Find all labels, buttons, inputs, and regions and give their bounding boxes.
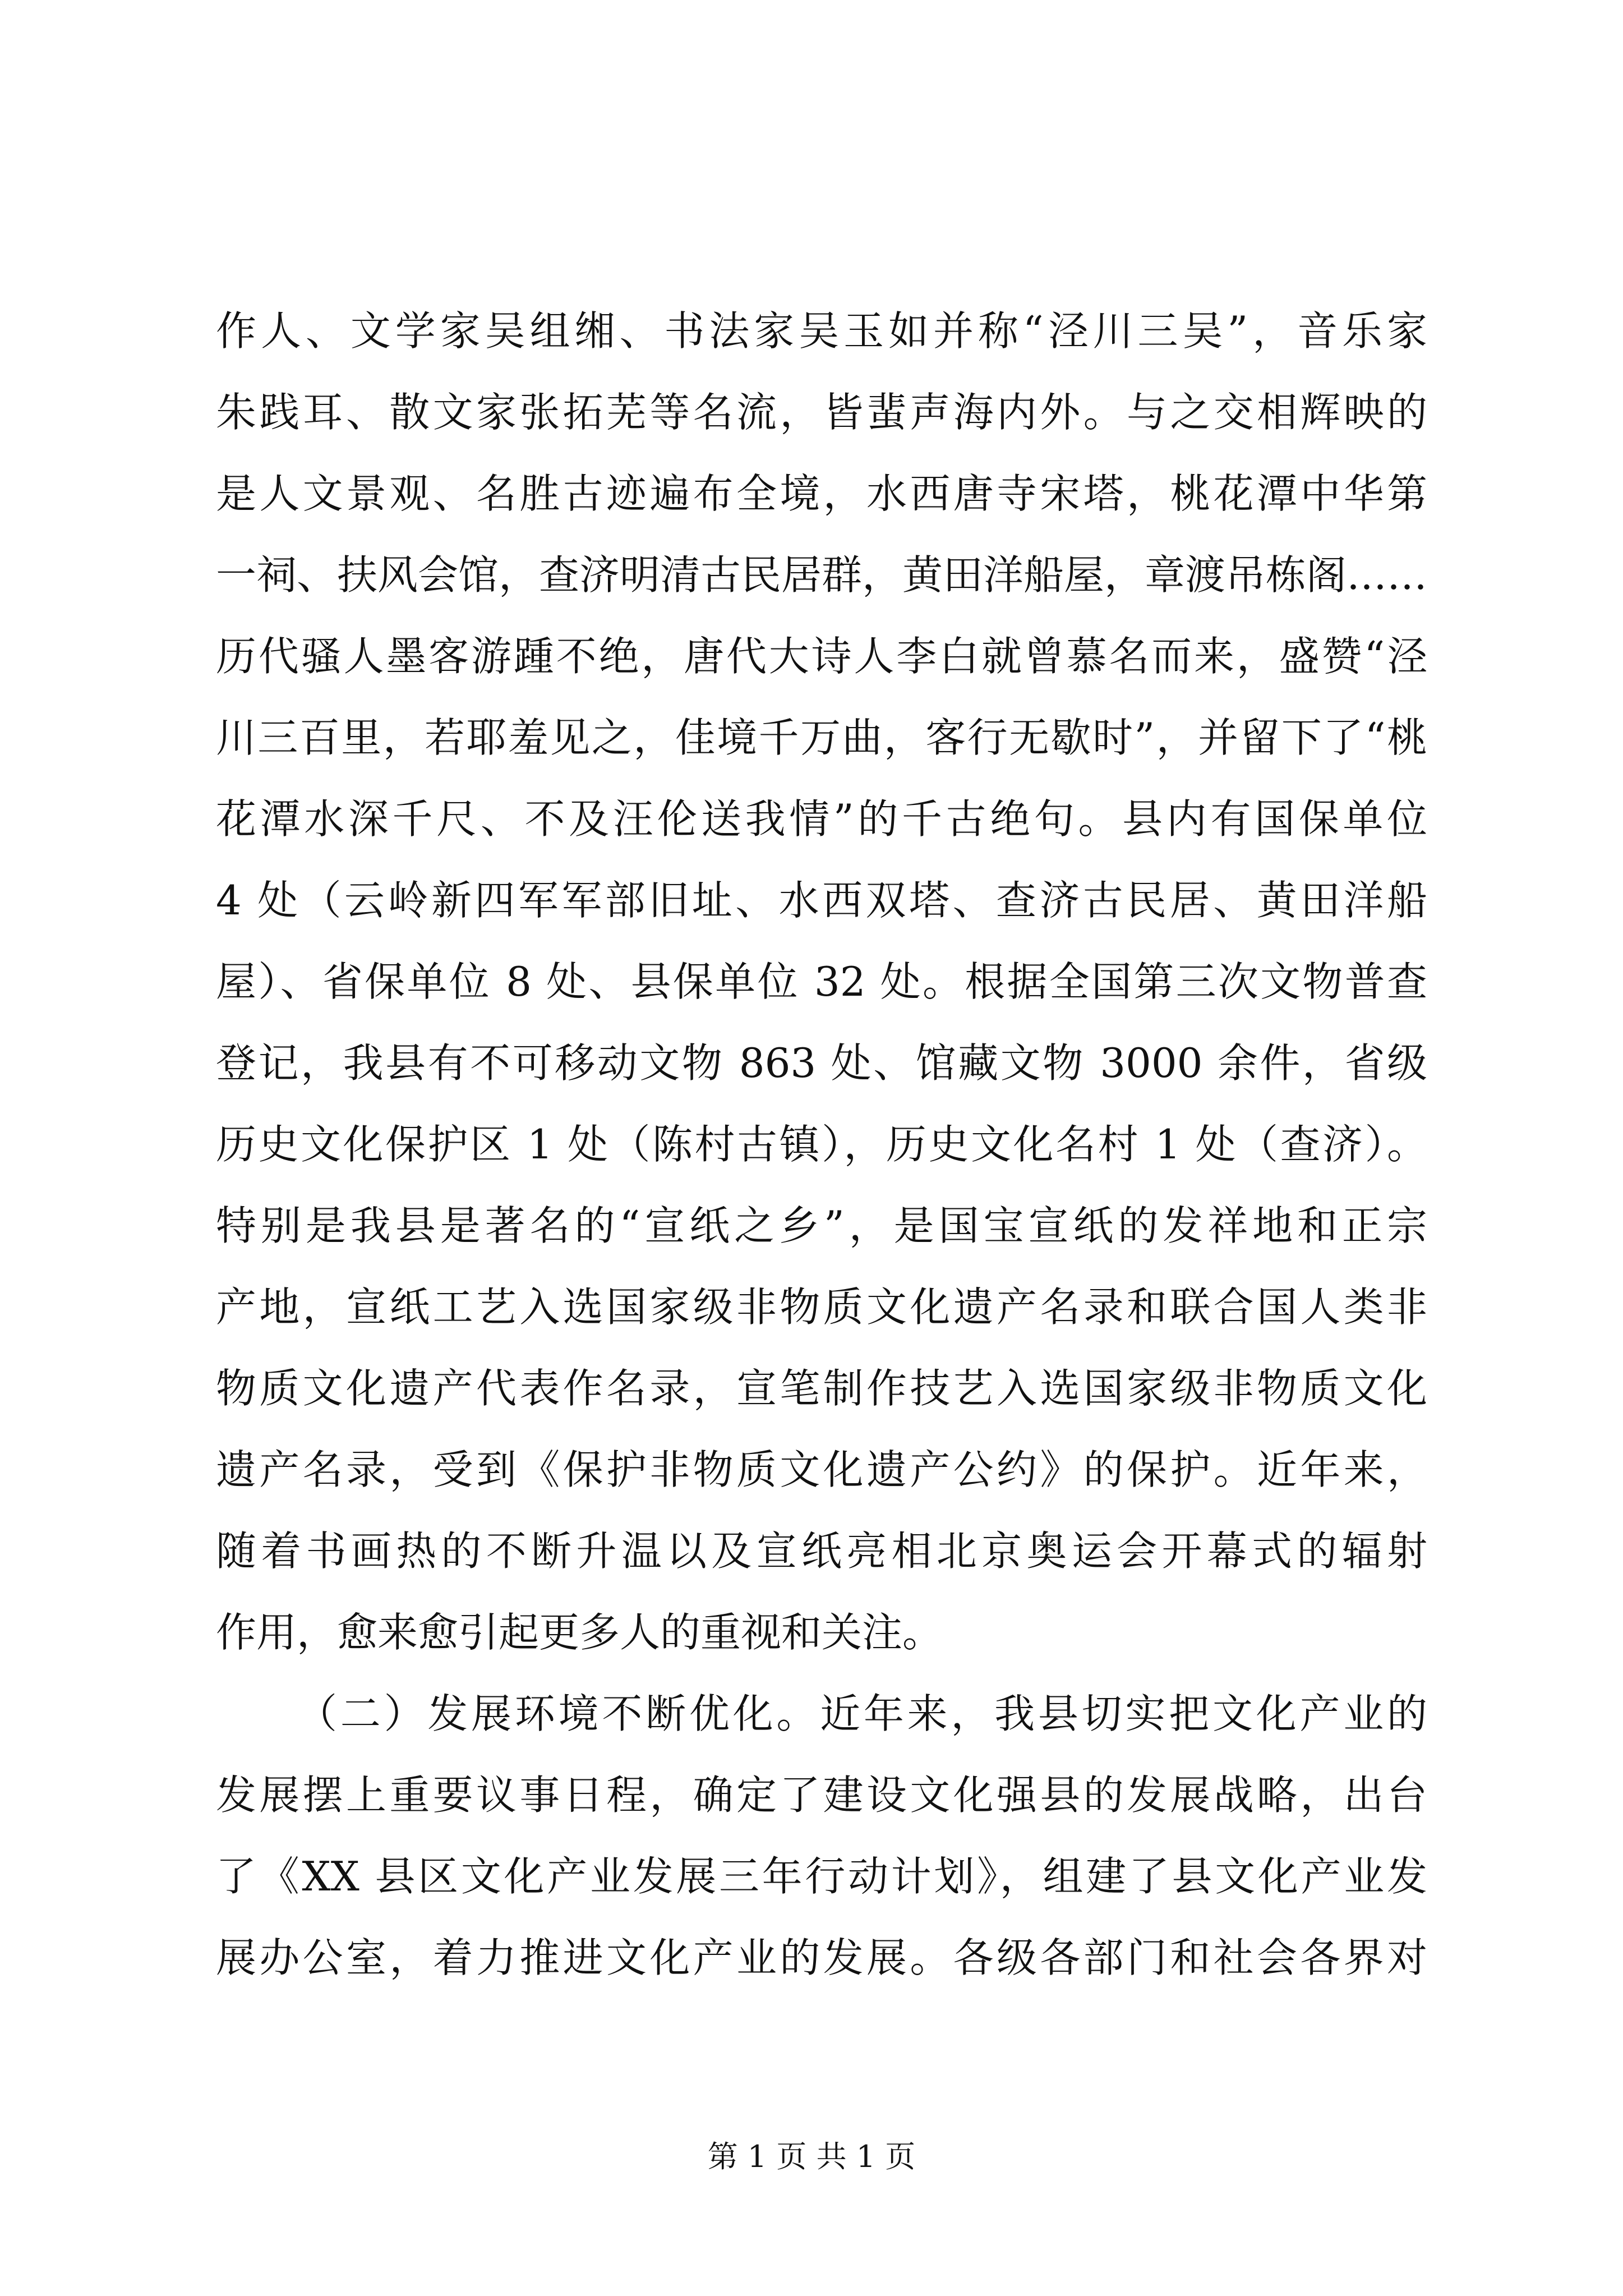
text-line: 屋）、省保单位 8 处、县保单位 32 处。根据全国第三次文物普查 [216,958,1427,1005]
text-line: 发展摆上重要议事日程，确定了建设文化强县的发展战略，出台 [216,1772,1427,1819]
text-line: 历史文化保护区 1 处（陈村古镇），历史文化名村 1 处（查济）。 [216,1121,1427,1168]
text-line: 川三百里，若耶羞见之，佳境千万曲，客行无歇时”，并留下了“桃 [216,714,1427,761]
text-line: 朱践耳、散文家张拓芜等名流，皆蜚声海内外。与之交相辉映的 [216,389,1427,436]
text-line: 作用，愈来愈引起更多人的重视和关注。 [216,1609,943,1656]
page-footer [0,2137,1623,2177]
text-line: 4 处（云岭新四军军部旧址、水西双塔、查济古民居、黄田洋船 [216,877,1427,924]
page-number-label: 第 1 页 共 1 页 [707,2139,916,2174]
text-line: 产地，宣纸工艺入选国家级非物质文化遗产名录和联合国人类非 [216,1283,1427,1331]
text-line: 一祠、扶风会馆，查济明清古民居群，黄田洋船屋，章渡吊栋阁…… [216,551,1428,599]
text-line: 作人、文学家吴组缃、书法家吴玉如并称“泾川三吴”，音乐家 [216,307,1427,355]
text-line: 登记，我县有不可移动文物 863 处、馆藏文物 3000 余件，省级 [216,1039,1427,1087]
text-line: 了《XX 县区文化产业发展三年行动计划》，组建了县文化产业发 [216,1853,1427,1900]
text-line: 花潭水深千尺、不及汪伦送我情”的千古绝句。县内有国保单位 [216,795,1427,843]
text-line: 展办公室，着力推进文化产业的发展。各级各部门和社会各界对 [216,1934,1427,1981]
text-line: 随着书画热的不断升温以及宣纸亮相北京奥运会开幕式的辐射 [216,1527,1427,1575]
section-heading-line: （二）发展环境不断优化。近年来，我县切实把文化产业的 [297,1690,1427,1737]
text-line: 遗产名录，受到《保护非物质文化遗产公约》的保护。近年来， [216,1446,1427,1493]
body-text [216,291,1427,1999]
text-line: 历代骚人墨客游踵不绝，唐代大诗人李白就曾慕名而来，盛赞“泾 [216,633,1427,680]
text-line: 特别是我县是著名的“宣纸之乡”，是国宝宣纸的发祥地和正宗 [216,1202,1427,1249]
text-line: 是人文景观、名胜古迹遍布全境，水西唐寺宋塔，桃花潭中华第 [216,470,1427,517]
text-line: 物质文化遗产代表作名录，宣笔制作技艺入选国家级非物质文化 [216,1365,1427,1412]
